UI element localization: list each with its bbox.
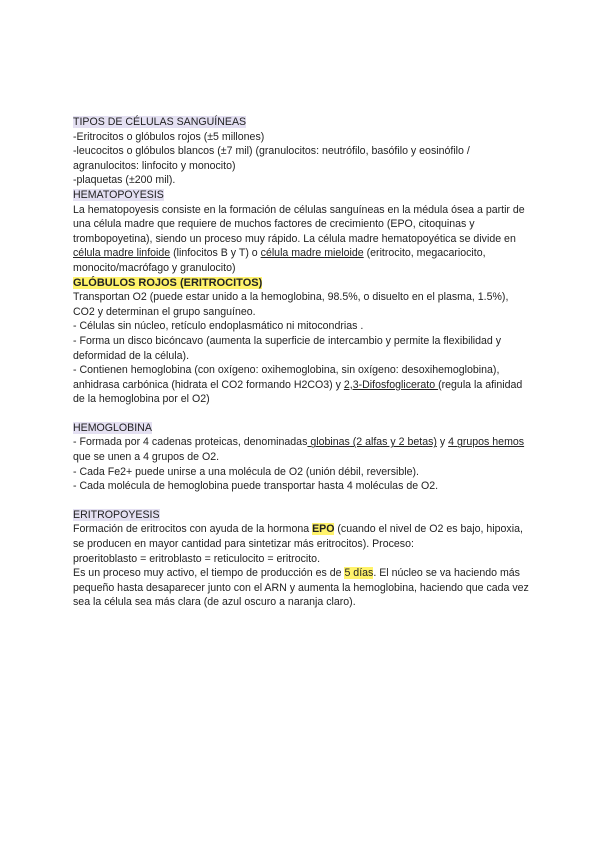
heading-eritropoyesis-text: ERITROPOYESIS: [73, 508, 160, 521]
heading-hemoglobina-text: HEMOGLOBINA: [73, 421, 152, 434]
tipos-plaquetas: -plaquetas (±200 mil).: [73, 174, 176, 187]
eritropoyesis-final: [73, 566, 533, 610]
heading-globulos-rojos: [73, 276, 533, 291]
eritropoyesis-proceso: proeritoblasto = eritroblasto = reticulocito = eritrocito.: [73, 552, 321, 565]
globulos-list: [73, 290, 533, 407]
heading-globulos-rojos-text: GLÓBULOS ROJOS (ERITROCITOS): [73, 276, 263, 289]
hemoglobina-line-2: - Cada Fe2+ puede unirse a una molécula de O2 (unión débil, reversible).: [73, 465, 419, 478]
eritropoyesis-form-b: (cuando el nivel de O2 es bajo, hipoxia, se producen en mayor cantidad para sintetizar más eritrocitos). Proceso:: [73, 523, 523, 551]
hemoglobina-list: [73, 435, 533, 493]
hematopoyesis-end: (eritrocito, megacariocito, monocito/macrófago y granulocito): [73, 247, 486, 274]
term-linfoide: célula madre linfoide: [73, 247, 171, 260]
eritropoyesis-final-a: Es un proceso muy activo, el tiempo de producción es de: [73, 567, 345, 580]
hemoglobina-line-3: - Cada molécula de hemoglobina puede transportar hasta 4 moléculas de O2.: [73, 480, 439, 493]
heading-tipos: [73, 115, 533, 130]
tipos-eritrocitos: -Eritrocitos o glóbulos rojos (±5 millones): [73, 130, 265, 143]
tipos-leucocitos: -leucocitos o glóbulos blancos (±7 mil) (granulocitos: neutrófilo, basófilo y eosinófilo / agranulocitos: linfocito y monocito): [73, 145, 470, 172]
term-grupos-hemos: 4 grupos hemos: [448, 436, 525, 449]
document-content: [73, 115, 533, 610]
heading-hemoglobina: [73, 421, 533, 436]
globulos-line-4: [73, 363, 533, 407]
hematopoyesis-intro: La hematopoyesis consiste en la formación de células sanguíneas en la médula ósea a partir de una célula madre que requiere de muchos factores de crecimiento (EPO, citoquinas y trombopoyetina), siendo un proceso muy rápido. La célula madre hematopoyética se divide en: [73, 203, 525, 245]
globulos-line-4-b: (regula la afinidad de la hemoglobina por el O2): [73, 378, 523, 406]
heading-tipos-text: TIPOS DE CÉLULAS SANGUÍNEAS: [73, 116, 247, 128]
term-globinas: globinas (2 alfas y 2 betas): [307, 436, 437, 449]
eritropoyesis-formacion: [73, 522, 533, 551]
globulos-line-4-a: - Contienen hemoglobina (con oxígeno: oxihemoglobina, sin oxígeno: desoxihemoglobina), anhidrasa carbónica (hidrata el CO2 formando H2CO3) y: [73, 364, 500, 391]
hemoglobina-line-1-mid: y: [436, 436, 449, 449]
term-epo: EPO: [312, 523, 335, 536]
globulos-line-3: - Forma un disco bicóncavo (aumenta la superficie de intercambio y permite la flexibilidad y deformidad de la célula).: [73, 334, 502, 362]
hematopoyesis-mid: (linfocitos B y T) o: [170, 247, 261, 260]
heading-hematopoyesis: [73, 188, 533, 203]
heading-hematopoyesis-text: HEMATOPOYESIS: [73, 188, 164, 201]
globulos-line-2: - Células sin núcleo, retículo endoplasmático ni mitocondrias .: [73, 320, 364, 333]
hemoglobina-line-1-b: que se unen a 4 grupos de O2.: [73, 451, 220, 464]
globulos-line-1: Transportan O2 (puede estar unido a la hemoglobina, 98.5%, o disuelto en el plasma, 1.5%), CO2 y determinan el grupo sanguíneo.: [73, 291, 509, 318]
hematopoyesis-paragraph: [73, 203, 533, 276]
term-5-dias: 5 días: [344, 567, 374, 580]
term-difosfoglicerato: 2,3-Difosfoglicerato: [343, 378, 439, 391]
hemoglobina-line-1: [73, 435, 533, 464]
eritropoyesis-final-b: . El núcleo se va haciendo más pequeño hasta desaparecer junto con el ARN y aumenta la hemoglobina, haciendo que cada vez sea la célula sea más clara (de azul oscuro a naranja claro).: [73, 567, 529, 609]
term-mieloide: célula madre mieloide: [260, 247, 364, 260]
hemoglobina-line-1-a: - Formada por 4 cadenas proteicas, denominadas: [73, 436, 308, 449]
heading-eritropoyesis: [73, 508, 533, 523]
eritropoyesis-form-a: Formación de eritrocitos con ayuda de la hormona: [73, 523, 313, 536]
